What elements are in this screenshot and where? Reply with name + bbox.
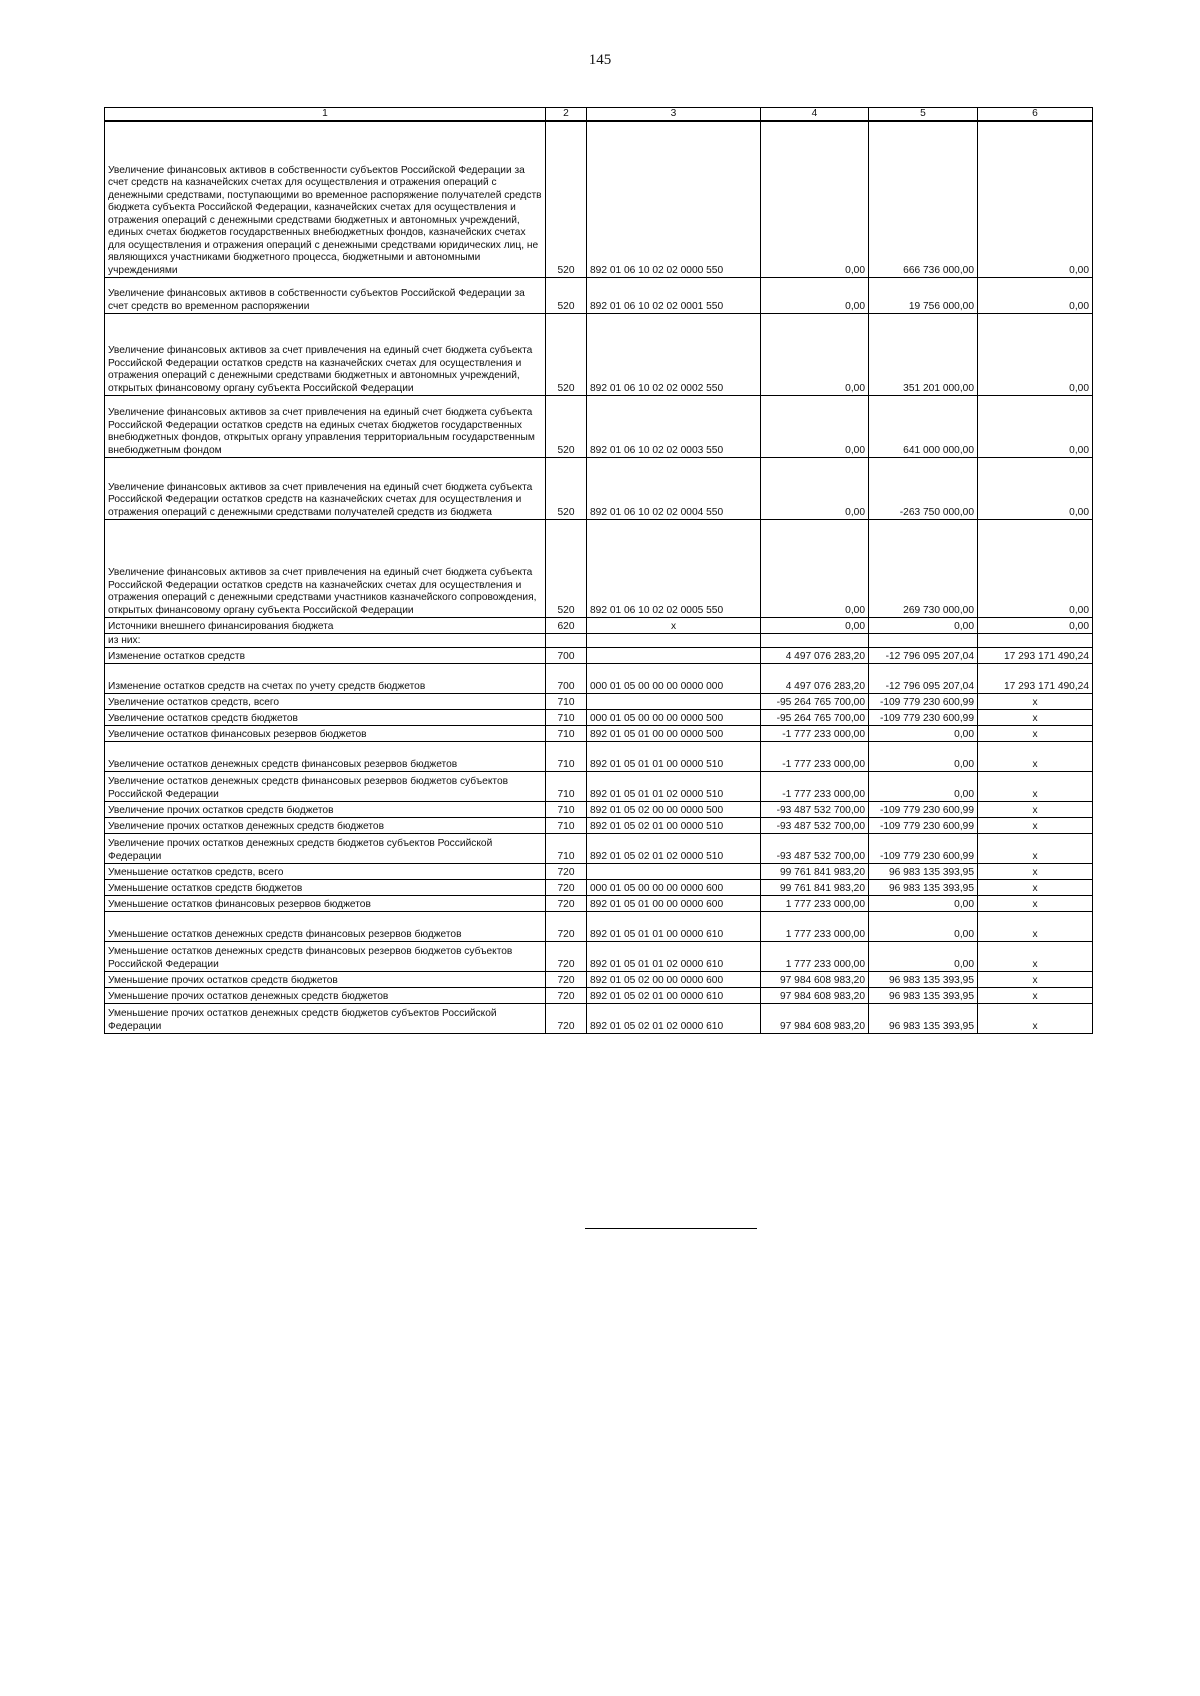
table-row <box>105 693 1093 709</box>
column-number-row <box>105 108 1093 122</box>
table-row <box>105 277 1093 313</box>
row-value-4: -95 264 765 700,00 <box>761 709 869 725</box>
row-code: 620 <box>546 617 587 633</box>
row-name: Увеличение остатков финансовых резервов бюджетов <box>105 725 546 741</box>
row-code: 710 <box>546 709 587 725</box>
row-code: 720 <box>546 941 587 971</box>
row-kbk-code: 892 01 06 10 02 02 0001 550 <box>587 277 761 313</box>
row-value-5: 96 983 135 393,95 <box>869 987 978 1003</box>
row-code: 720 <box>546 987 587 1003</box>
row-value-6: x <box>978 725 1093 741</box>
table-row <box>105 987 1093 1003</box>
table-row <box>105 941 1093 971</box>
row-name: Увеличение остатков денежных средств финансовых резервов бюджетов <box>105 741 546 771</box>
row-value-6: x <box>978 741 1093 771</box>
row-value-4: -1 777 233 000,00 <box>761 741 869 771</box>
row-kbk-code <box>587 863 761 879</box>
row-value-5: 0,00 <box>869 617 978 633</box>
table-row <box>105 801 1093 817</box>
row-value-6: x <box>978 693 1093 709</box>
table-header <box>105 108 1093 122</box>
row-value-5: -109 779 230 600,99 <box>869 817 978 833</box>
table-row <box>105 647 1093 663</box>
row-kbk-code: 000 01 05 00 00 00 0000 600 <box>587 879 761 895</box>
row-kbk-code: 892 01 05 01 01 00 0000 510 <box>587 741 761 771</box>
row-code: 720 <box>546 1003 587 1033</box>
row-value-5: 96 983 135 393,95 <box>869 971 978 987</box>
row-name: Изменение остатков средств на счетах по учету средств бюджетов <box>105 663 546 693</box>
row-value-5: -109 779 230 600,99 <box>869 833 978 863</box>
row-code: 700 <box>546 663 587 693</box>
row-value-4: -1 777 233 000,00 <box>761 725 869 741</box>
table-row <box>105 709 1093 725</box>
column-header-1: 1 <box>105 108 546 122</box>
row-value-4: 4 497 076 283,20 <box>761 663 869 693</box>
row-kbk-code <box>587 633 761 647</box>
row-value-6: x <box>978 911 1093 941</box>
row-kbk-code: 892 01 05 02 01 02 0000 610 <box>587 1003 761 1033</box>
row-kbk-code: x <box>587 617 761 633</box>
row-value-5: -109 779 230 600,99 <box>869 709 978 725</box>
row-value-4: -95 264 765 700,00 <box>761 693 869 709</box>
footer-divider <box>585 1228 757 1229</box>
row-name: Уменьшение остатков средств, всего <box>105 863 546 879</box>
row-code: 720 <box>546 863 587 879</box>
row-value-4: 0,00 <box>761 121 869 277</box>
page-number: 145 <box>588 52 612 68</box>
row-kbk-code: 892 01 05 01 01 00 0000 610 <box>587 911 761 941</box>
row-value-4: 0,00 <box>761 313 869 395</box>
row-code: 520 <box>546 313 587 395</box>
row-kbk-code: 892 01 05 02 01 02 0000 510 <box>587 833 761 863</box>
row-code: 720 <box>546 911 587 941</box>
row-value-4: 1 777 233 000,00 <box>761 941 869 971</box>
row-value-5: 0,00 <box>869 941 978 971</box>
row-value-6: 17 293 171 490,24 <box>978 663 1093 693</box>
row-name: Уменьшение прочих остатков денежных средств бюджетов <box>105 987 546 1003</box>
row-value-5: -12 796 095 207,04 <box>869 663 978 693</box>
row-value-6: x <box>978 895 1093 911</box>
table-row <box>105 741 1093 771</box>
row-name: Увеличение остатков средств бюджетов <box>105 709 546 725</box>
row-code: 710 <box>546 725 587 741</box>
row-value-4: 0,00 <box>761 395 869 457</box>
table-row <box>105 313 1093 395</box>
row-name: Изменение остатков средств <box>105 647 546 663</box>
row-value-4: 99 761 841 983,20 <box>761 863 869 879</box>
row-value-4 <box>761 633 869 647</box>
row-value-5: 96 983 135 393,95 <box>869 879 978 895</box>
row-code: 710 <box>546 693 587 709</box>
row-value-5: 351 201 000,00 <box>869 313 978 395</box>
row-name: Источники внешнего финансирования бюджета <box>105 617 546 633</box>
row-name: Увеличение финансовых активов в собственности субъектов Российской Федерации за счет средств на казначейских счетах для осуществления и отражения операций с денежными средствами, поступающими во временное распоряжение получателей средств бюджета субъекта Российской Федерации, казначейских счетах для осуществления и отражения операций с денежными средствами бюджетных и автономных учреждений, единых счетах бюджетов государственных внебюджетных фондов, казначейских счетах для осуществления и отражения операций с денежными средствами юридических лиц, не являющихся участниками бюджетного процесса, бюджетными и автономными учреждениями <box>105 121 546 277</box>
table-row <box>105 771 1093 801</box>
row-value-4: 1 777 233 000,00 <box>761 895 869 911</box>
row-kbk-code: 892 01 06 10 02 02 0003 550 <box>587 395 761 457</box>
row-code: 710 <box>546 817 587 833</box>
row-value-4: -93 487 532 700,00 <box>761 833 869 863</box>
row-value-6: 0,00 <box>978 277 1093 313</box>
row-code: 720 <box>546 971 587 987</box>
row-name: из них: <box>105 633 546 647</box>
row-value-6: x <box>978 987 1093 1003</box>
row-value-6: 0,00 <box>978 313 1093 395</box>
row-value-4: 99 761 841 983,20 <box>761 879 869 895</box>
row-value-6: 0,00 <box>978 617 1093 633</box>
row-name: Увеличение прочих остатков денежных средств бюджетов субъектов Российской Федерации <box>105 833 546 863</box>
row-code: 710 <box>546 741 587 771</box>
row-value-5: -109 779 230 600,99 <box>869 801 978 817</box>
row-value-6 <box>978 633 1093 647</box>
row-kbk-code: 892 01 05 02 01 00 0000 610 <box>587 987 761 1003</box>
row-value-6: x <box>978 971 1093 987</box>
row-name: Увеличение финансовых активов за счет привлечения на единый счет бюджета субъекта Российской Федерации остатков средств на казначейских счетах для осуществления и отражения операций с денежными средствами участников казначейского сопровождения, открытых финансовому органу субъекта Российской Федерации <box>105 519 546 617</box>
table-row <box>105 121 1093 277</box>
row-value-4: 97 984 608 983,20 <box>761 987 869 1003</box>
table-row <box>105 863 1093 879</box>
row-value-6: 17 293 171 490,24 <box>978 647 1093 663</box>
row-name: Увеличение финансовых активов за счет привлечения на единый счет бюджета субъекта Российской Федерации остатков средств на казначейских счетах для осуществления и отражения операций с денежными средствами бюджетных и автономных учреждений, открытых финансовому органу субъекта Российской Федерации <box>105 313 546 395</box>
row-value-6: 0,00 <box>978 519 1093 617</box>
table-row <box>105 971 1093 987</box>
table-row <box>105 663 1093 693</box>
row-value-4: -1 777 233 000,00 <box>761 771 869 801</box>
row-code: 520 <box>546 277 587 313</box>
row-name: Уменьшение остатков финансовых резервов бюджетов <box>105 895 546 911</box>
row-name: Уменьшение остатков денежных средств финансовых резервов бюджетов <box>105 911 546 941</box>
row-code <box>546 633 587 647</box>
table-row <box>105 833 1093 863</box>
row-kbk-code: 892 01 06 10 02 02 0005 550 <box>587 519 761 617</box>
row-value-6: x <box>978 879 1093 895</box>
row-code: 710 <box>546 833 587 863</box>
column-header-3: 3 <box>587 108 761 122</box>
row-kbk-code: 892 01 05 02 01 00 0000 510 <box>587 817 761 833</box>
row-kbk-code: 892 01 06 10 02 02 0000 550 <box>587 121 761 277</box>
table-row <box>105 879 1093 895</box>
row-value-4: 97 984 608 983,20 <box>761 971 869 987</box>
row-kbk-code: 892 01 06 10 02 02 0004 550 <box>587 457 761 519</box>
row-name: Уменьшение прочих остатков средств бюджетов <box>105 971 546 987</box>
row-kbk-code: 000 01 05 00 00 00 0000 500 <box>587 709 761 725</box>
row-name: Увеличение остатков денежных средств финансовых резервов бюджетов субъектов Российской Федерации <box>105 771 546 801</box>
row-name: Увеличение финансовых активов в собственности субъектов Российской Федерации за счет средств во временном распоряжении <box>105 277 546 313</box>
row-kbk-code <box>587 647 761 663</box>
row-kbk-code: 892 01 05 01 00 00 0000 600 <box>587 895 761 911</box>
row-value-6: x <box>978 863 1093 879</box>
row-kbk-code: 892 01 05 02 00 00 0000 600 <box>587 971 761 987</box>
row-value-5 <box>869 633 978 647</box>
row-value-5: -109 779 230 600,99 <box>869 693 978 709</box>
row-value-4: 1 777 233 000,00 <box>761 911 869 941</box>
row-code: 710 <box>546 771 587 801</box>
row-code: 520 <box>546 395 587 457</box>
row-kbk-code <box>587 693 761 709</box>
row-code: 520 <box>546 121 587 277</box>
row-value-4: 97 984 608 983,20 <box>761 1003 869 1033</box>
row-value-6: x <box>978 801 1093 817</box>
table-row <box>105 617 1093 633</box>
row-value-6: 0,00 <box>978 457 1093 519</box>
row-name: Увеличение финансовых активов за счет привлечения на единый счет бюджета субъекта Российской Федерации остатков средств на единых счетах бюджетов государственных внебюджетных фондов, открытых органу управления территориальным государственным внебюджетным фондом <box>105 395 546 457</box>
table-row <box>105 895 1093 911</box>
table-row <box>105 725 1093 741</box>
row-value-6: x <box>978 833 1093 863</box>
row-name: Уменьшение прочих остатков денежных средств бюджетов субъектов Российской Федерации <box>105 1003 546 1033</box>
row-code: 710 <box>546 801 587 817</box>
row-value-5: 269 730 000,00 <box>869 519 978 617</box>
row-value-4: 0,00 <box>761 617 869 633</box>
row-value-5: -12 796 095 207,04 <box>869 647 978 663</box>
row-value-6: 0,00 <box>978 395 1093 457</box>
row-name: Увеличение прочих остатков средств бюджетов <box>105 801 546 817</box>
row-name: Уменьшение остатков денежных средств финансовых резервов бюджетов субъектов Российской Федерации <box>105 941 546 971</box>
row-value-5: 641 000 000,00 <box>869 395 978 457</box>
table-body <box>105 121 1093 1033</box>
table-row <box>105 395 1093 457</box>
row-value-5: 19 756 000,00 <box>869 277 978 313</box>
table-row <box>105 817 1093 833</box>
table-row <box>105 1003 1093 1033</box>
column-header-2: 2 <box>546 108 587 122</box>
row-value-6: x <box>978 817 1093 833</box>
row-name: Увеличение прочих остатков денежных средств бюджетов <box>105 817 546 833</box>
row-code: 520 <box>546 519 587 617</box>
row-kbk-code: 000 01 05 00 00 00 0000 000 <box>587 663 761 693</box>
budget-sources-table <box>104 107 1093 1034</box>
row-value-4: 4 497 076 283,20 <box>761 647 869 663</box>
row-value-4: 0,00 <box>761 457 869 519</box>
row-value-6: x <box>978 941 1093 971</box>
column-header-4: 4 <box>761 108 869 122</box>
row-name: Увеличение остатков средств, всего <box>105 693 546 709</box>
row-kbk-code: 892 01 06 10 02 02 0002 550 <box>587 313 761 395</box>
table-row <box>105 633 1093 647</box>
row-value-6: x <box>978 771 1093 801</box>
row-name: Уменьшение остатков средств бюджетов <box>105 879 546 895</box>
row-code: 720 <box>546 879 587 895</box>
row-kbk-code: 892 01 05 01 00 00 0000 500 <box>587 725 761 741</box>
table-row <box>105 457 1093 519</box>
row-value-5: -263 750 000,00 <box>869 457 978 519</box>
row-code: 520 <box>546 457 587 519</box>
row-value-4: 0,00 <box>761 519 869 617</box>
row-code: 720 <box>546 895 587 911</box>
row-value-6: 0,00 <box>978 121 1093 277</box>
row-value-5: 0,00 <box>869 771 978 801</box>
row-value-5: 0,00 <box>869 741 978 771</box>
row-value-5: 0,00 <box>869 895 978 911</box>
row-kbk-code: 892 01 05 01 01 02 0000 610 <box>587 941 761 971</box>
table-row <box>105 911 1093 941</box>
row-value-5: 0,00 <box>869 725 978 741</box>
column-header-5: 5 <box>869 108 978 122</box>
row-value-4: -93 487 532 700,00 <box>761 801 869 817</box>
row-kbk-code: 892 01 05 01 01 02 0000 510 <box>587 771 761 801</box>
row-value-6: x <box>978 709 1093 725</box>
row-value-5: 666 736 000,00 <box>869 121 978 277</box>
row-value-5: 0,00 <box>869 911 978 941</box>
row-kbk-code: 892 01 05 02 00 00 0000 500 <box>587 801 761 817</box>
table-row <box>105 519 1093 617</box>
row-value-6: x <box>978 1003 1093 1033</box>
column-header-6: 6 <box>978 108 1093 122</box>
row-value-4: 0,00 <box>761 277 869 313</box>
row-code: 700 <box>546 647 587 663</box>
row-value-5: 96 983 135 393,95 <box>869 1003 978 1033</box>
row-name: Увеличение финансовых активов за счет привлечения на единый счет бюджета субъекта Российской Федерации остатков средств на казначейских счетах для осуществления и отражения операций с денежными средствами получателей средств из бюджета <box>105 457 546 519</box>
row-value-4: -93 487 532 700,00 <box>761 817 869 833</box>
row-value-5: 96 983 135 393,95 <box>869 863 978 879</box>
